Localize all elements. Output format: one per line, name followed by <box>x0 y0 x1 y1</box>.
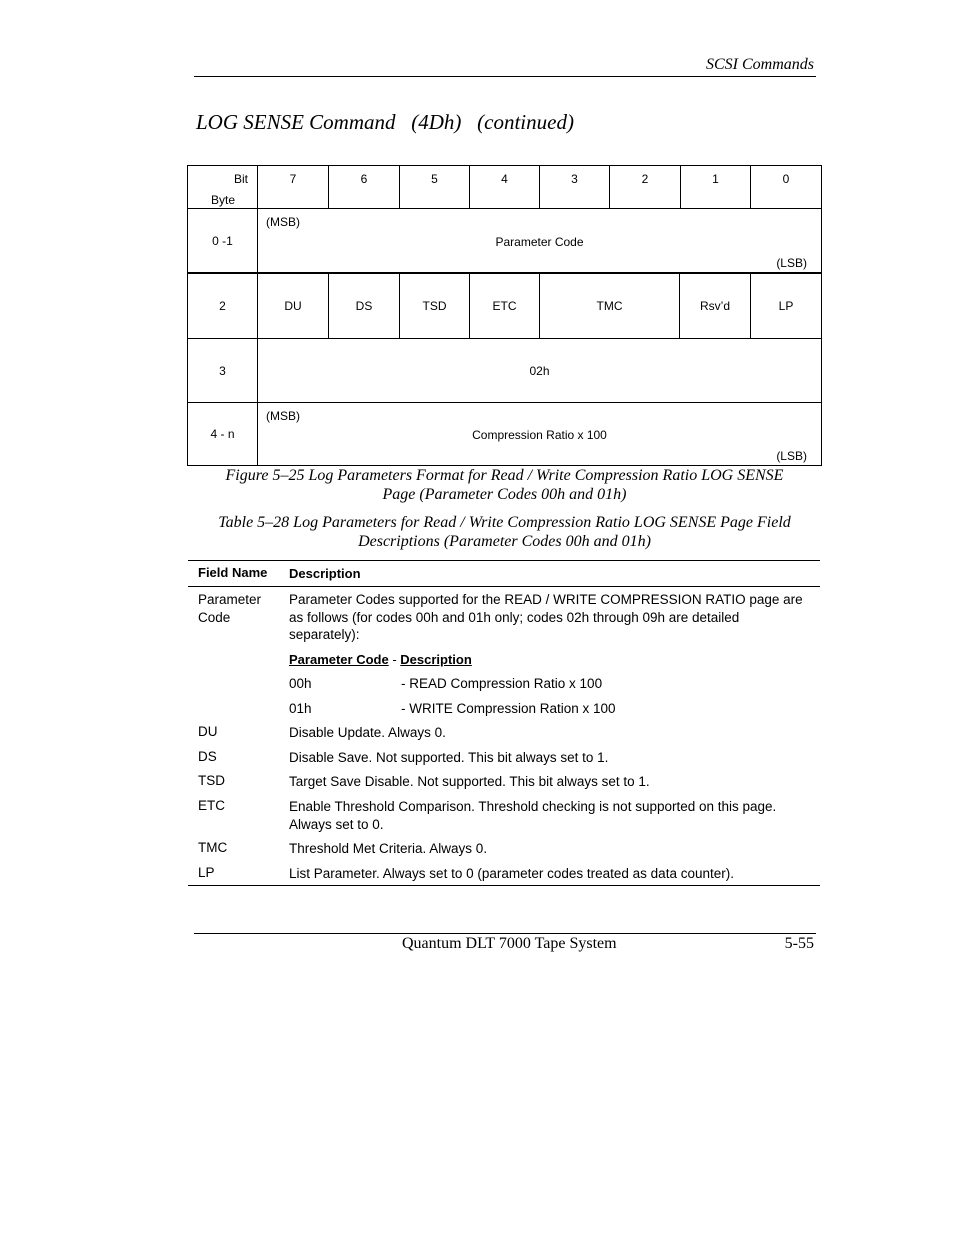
byte-row-3 <box>188 339 821 403</box>
byte-label: 0 -1 <box>188 209 258 272</box>
corner-bit-label: Bit <box>234 172 249 186</box>
msb-label: (MSB) <box>266 409 300 423</box>
sub-header-code: Parameter Code <box>289 652 389 667</box>
byte-label: 3 <box>188 339 258 402</box>
field-name-line: Parameter <box>198 592 262 607</box>
byte-label: 2 <box>188 274 258 338</box>
field-name-line: Code <box>198 609 231 625</box>
bit-layout-table <box>187 165 822 466</box>
section-title: LOG SENSE Command (4Dh) (continued) <box>196 110 574 134</box>
figure-caption-line-1: Figure 5–25 Log Parameters Format for Read / Write Compression Ratio LOG SENSE <box>225 467 784 484</box>
byte-row-2 <box>188 274 821 339</box>
du-bit: DU <box>258 274 329 338</box>
bit-6-header: 6 <box>329 166 400 208</box>
lp-bit: LP <box>778 299 794 313</box>
field-name-du: DU <box>198 724 218 739</box>
table-caption-line-2: Descriptions (Parameter Codes 00h and 01h) <box>358 533 651 550</box>
table-caption <box>187 513 822 551</box>
bit-2-header: 2 <box>610 166 681 208</box>
sub-header <box>289 651 809 669</box>
reserved-bit: Rsv’d <box>680 274 751 338</box>
bit-3-header: 3 <box>540 166 610 208</box>
figure-caption-line-2: Page (Parameter Codes 00h and 01h) <box>382 486 627 503</box>
bit-header-row <box>188 166 821 209</box>
corner-byte-label: Byte <box>211 193 236 207</box>
compression-ratio-field <box>258 403 821 465</box>
bit-1-header: 1 <box>681 166 751 208</box>
footer-title: Quantum DLT 7000 Tape System <box>402 935 617 952</box>
field-name-lp: LP <box>198 865 215 880</box>
bit-4-header: 4 <box>470 166 540 208</box>
bit-5-header: 5 <box>400 166 470 208</box>
byte-label: 4 - n <box>188 403 258 465</box>
field-name-etc: ETC <box>198 798 225 813</box>
tmc-bits: TMC <box>540 274 680 338</box>
column-header-field-name: Field Name <box>198 565 268 580</box>
code-00h: 00h <box>289 676 312 691</box>
tsd-bit: TSD <box>400 274 470 338</box>
code-01h: 01h <box>289 701 312 716</box>
running-head: SCSI Commands <box>705 56 814 73</box>
table-caption-line-1: Table 5–28 Log Parameters for Read / Write Compression Ratio LOG SENSE Page Field <box>218 514 791 531</box>
ds-bit: DS <box>329 274 400 338</box>
bit-0-header: 0 <box>782 172 790 186</box>
field-label: Parameter Code <box>495 235 584 249</box>
field-name-parameter-code <box>198 591 261 626</box>
corner-cell <box>188 166 258 208</box>
table-top-rule <box>188 560 820 561</box>
field-desc-lp: List Parameter. Always set to 0 (parameter codes treated as data counter). <box>289 866 734 881</box>
etc-bit: ETC <box>470 274 540 338</box>
code-01h-description: - WRITE Compression Ration x 100 <box>401 701 616 716</box>
bit-7-header: 7 <box>258 166 329 208</box>
field-desc-parameter-code: Parameter Codes supported for the READ / WRITE COMPRESSION RATIO page are as follows (for codes 00h and 01h only; codes 02h through 09h are detailed separately): <box>289 592 803 642</box>
parameter-code-field <box>258 209 821 272</box>
page-number: 5-55 <box>784 935 814 952</box>
msb-label: (MSB) <box>266 215 300 229</box>
byte-row-4-n <box>188 403 821 465</box>
field-desc-du: Disable Update. Always 0. <box>289 725 446 740</box>
lsb-label: (LSB) <box>776 256 807 270</box>
field-desc-tsd: Target Save Disable. Not supported. This bit always set to 1. <box>289 774 650 789</box>
code-00h-description: - READ Compression Ratio x 100 <box>401 676 603 691</box>
table-bottom-rule <box>188 885 820 886</box>
field-name-tmc: TMC <box>198 840 228 855</box>
field-description-table <box>188 560 820 886</box>
sub-header-description: Description <box>400 652 472 667</box>
parameter-length-field: 02h <box>529 363 550 378</box>
byte-row-0-1 <box>188 209 821 274</box>
sub-header-separator: - <box>388 652 401 667</box>
field-desc-ds: Disable Save. Not supported. This bit always set to 1. <box>289 750 609 765</box>
field-desc-tmc: Threshold Met Criteria. Always 0. <box>289 841 488 856</box>
header-rule <box>194 76 816 77</box>
lsb-label: (LSB) <box>776 449 807 463</box>
field-name-ds: DS <box>198 749 217 764</box>
figure-caption <box>187 466 822 504</box>
field-desc-etc: Enable Threshold Comparison. Threshold checking is not supported on this page. Always set to 0. <box>289 799 777 832</box>
column-header-description: Description <box>289 566 361 581</box>
header-rule <box>188 586 820 587</box>
field-label: Compression Ratio x 100 <box>472 428 607 442</box>
field-name-tsd: TSD <box>198 773 225 788</box>
footer-rule <box>194 933 816 934</box>
